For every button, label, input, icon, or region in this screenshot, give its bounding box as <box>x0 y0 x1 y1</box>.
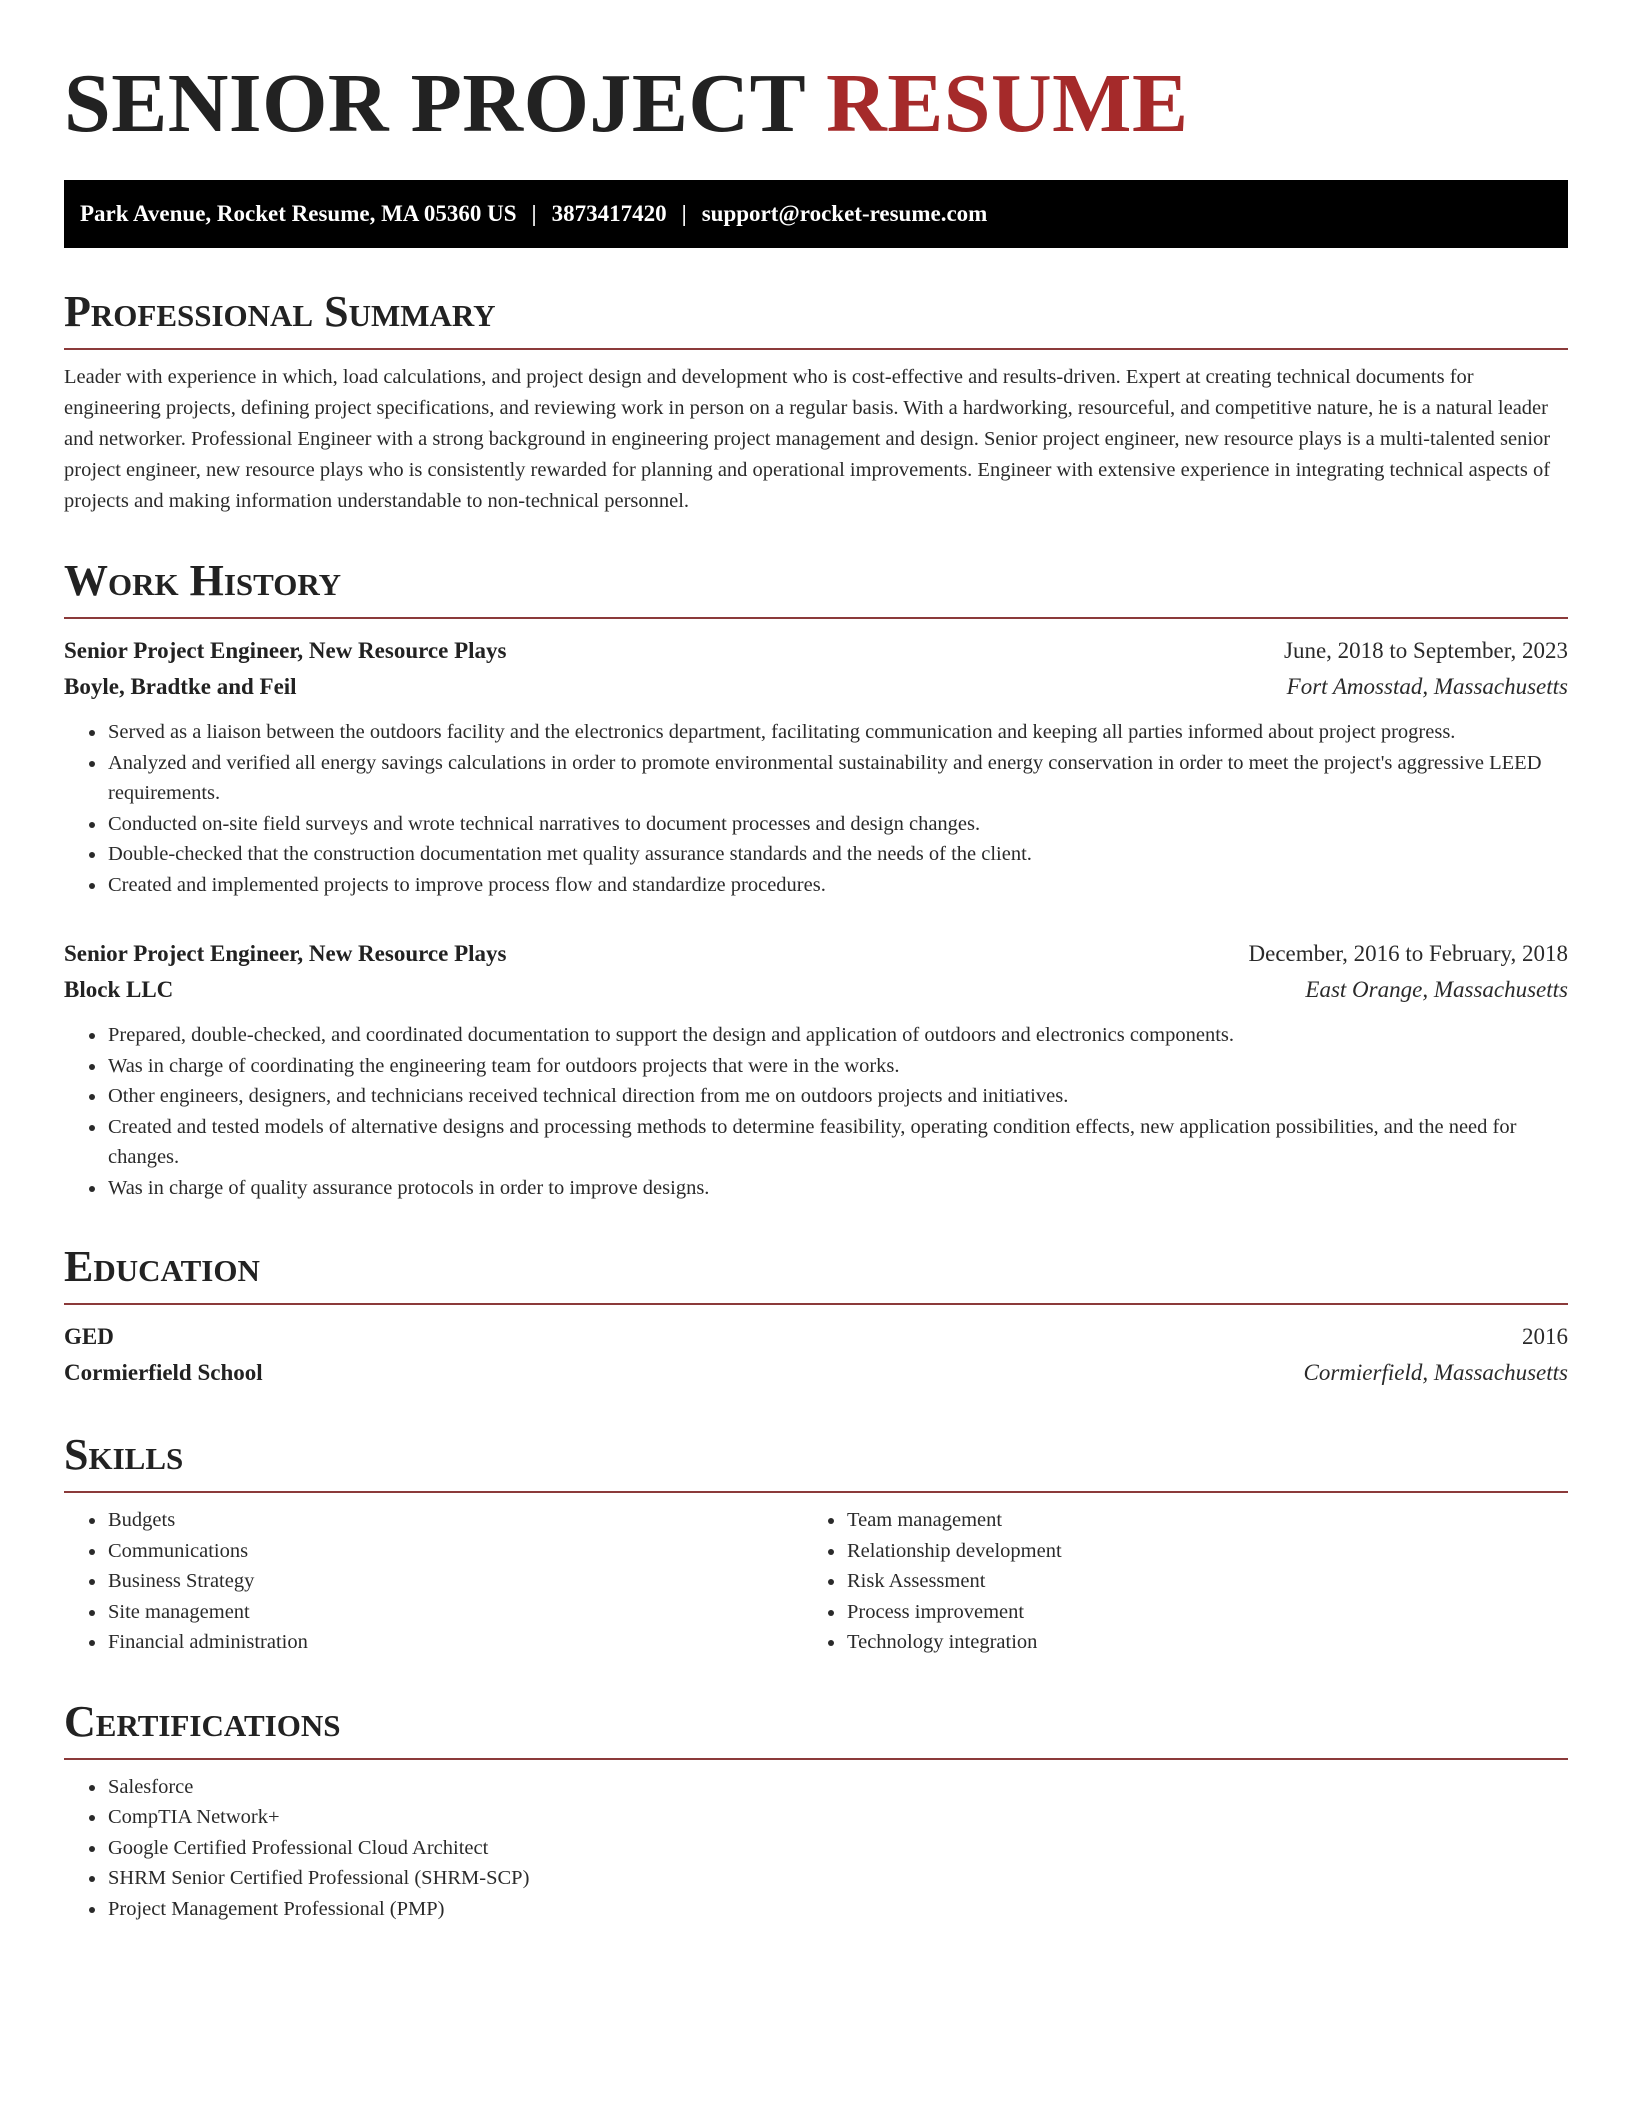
skills-list-right <box>803 1505 1542 1658</box>
job-bullet: • Was in charge of coordinating the engineering team for outdoors projects that were in the works. <box>107 1051 1568 1082</box>
education-location: Cormierfield, Massachusetts <box>1303 1360 1568 1385</box>
certifications-section <box>64 1696 1568 1925</box>
job-bullets <box>64 1020 1568 1203</box>
contact-address: Park Avenue, Rocket Resume, MA 05360 US <box>80 201 517 226</box>
education-section <box>64 1242 1568 1391</box>
education-entry <box>64 1319 1568 1391</box>
contact-bar <box>64 180 1568 248</box>
skills-heading: Skills <box>64 1433 1568 1493</box>
job-position: Senior Project Engineer, New Resource Plays <box>64 638 507 663</box>
education-year: 2016 <box>1522 1324 1568 1349</box>
job-company: Boyle, Bradtke and Feil <box>64 674 297 699</box>
certification-item: • CompTIA Network+ <box>107 1802 1568 1833</box>
certification-item: • Google Certified Professional Cloud Architect <box>107 1833 1568 1864</box>
skill-item: • Technology integration <box>846 1627 1542 1658</box>
certifications-list <box>64 1772 1568 1925</box>
contact-separator: | <box>681 201 687 226</box>
job-position: Senior Project Engineer, New Resource Plays <box>64 941 507 966</box>
resume-title-accent: RESUME <box>826 57 1189 150</box>
education-heading: Education <box>64 1245 1568 1305</box>
job-entry <box>64 633 1568 900</box>
job-bullets <box>64 717 1568 900</box>
certification-item: • Salesforce <box>107 1772 1568 1803</box>
job-dates: December, 2016 to February, 2018 <box>1248 941 1568 966</box>
contact-email: support@rocket-resume.com <box>701 201 988 226</box>
job-bullet: • Prepared, double-checked, and coordinated documentation to support the design and application of outdoors and electronics components. <box>107 1020 1568 1051</box>
job-bullet: • Double-checked that the construction documentation met quality assurance standards and the needs of the client. <box>107 839 1568 870</box>
job-location: East Orange, Massachusetts <box>1305 977 1568 1002</box>
summary-section <box>64 287 1568 517</box>
job-bullet: • Created and implemented projects to improve process flow and standardize procedures. <box>107 870 1568 901</box>
skills-list-left <box>64 1505 803 1658</box>
skill-item: • Risk Assessment <box>846 1566 1542 1597</box>
summary-heading: Professional Summary <box>64 290 1568 350</box>
job-bullet: • Was in charge of quality assurance protocols in order to improve designs. <box>107 1173 1568 1204</box>
job-bullet: • Created and tested models of alternative designs and processing methods to determine feasibility, operating condition effects, new application possibilities, and the need for changes. <box>107 1112 1568 1173</box>
skill-item: • Financial administration <box>107 1627 803 1658</box>
skill-item: • Team management <box>846 1505 1542 1536</box>
summary-text: Leader with experience in which, load calculations, and project design and development who is cost-effective and results-driven. Expert at creating technical documents for engineering projects, defining project specifications, and reviewing work in person on a regular basis. With a hardworking, resourceful, and competitive nature, he is a natural leader and networker. Professional Engineer with a strong background in engineering project management and design. Senior project engineer, new resource plays is a multi-talented senior project engineer, new resource plays who is consistently rewarded for planning and operational improvements. Engineer with extensive experience in integrating technical aspects of projects and making information understandable to non-technical personnel. <box>64 366 1551 512</box>
skill-item: • Budgets <box>107 1505 803 1536</box>
certification-item: • SHRM Senior Certified Professional (SHRM-SCP) <box>107 1863 1568 1894</box>
resume-title-main: SENIOR PROJECT <box>64 57 805 150</box>
job-bullet: • Other engineers, designers, and technicians received technical direction from me on outdoors projects and initiatives. <box>107 1081 1568 1112</box>
job-company: Block LLC <box>64 977 174 1002</box>
contact-separator: | <box>531 201 537 226</box>
skill-item: • Communications <box>107 1536 803 1567</box>
job-bullet: • Conducted on-site field surveys and wrote technical narratives to document processes and design changes. <box>107 809 1568 840</box>
skill-item: • Site management <box>107 1597 803 1628</box>
job-bullet: • Served as a liaison between the outdoors facility and the electronics department, facilitating communication and keeping all parties informed about project progress. <box>107 717 1568 748</box>
skill-item: • Business Strategy <box>107 1566 803 1597</box>
job-entry <box>64 936 1568 1203</box>
education-degree: GED <box>64 1324 114 1349</box>
certification-item: • Project Management Professional (PMP) <box>107 1894 1568 1925</box>
resume-title <box>64 57 1568 150</box>
job-bullet: • Analyzed and verified all energy savings calculations in order to promote environmental sustainability and energy conservation in order to meet the project's aggressive LEED requirements. <box>107 748 1568 809</box>
job-dates: June, 2018 to September, 2023 <box>1284 638 1568 663</box>
work-history-section <box>64 556 1568 1203</box>
education-school: Cormierfield School <box>64 1360 263 1385</box>
skill-item: • Relationship development <box>846 1536 1542 1567</box>
skills-section <box>64 1430 1568 1658</box>
skills-columns <box>64 1505 1568 1658</box>
contact-phone: 3873417420 <box>551 201 667 226</box>
work-history-heading: Work History <box>64 559 1568 619</box>
skill-item: • Process improvement <box>846 1597 1542 1628</box>
job-location: Fort Amosstad, Massachusetts <box>1286 674 1568 699</box>
certifications-heading: Certifications <box>64 1700 1568 1760</box>
